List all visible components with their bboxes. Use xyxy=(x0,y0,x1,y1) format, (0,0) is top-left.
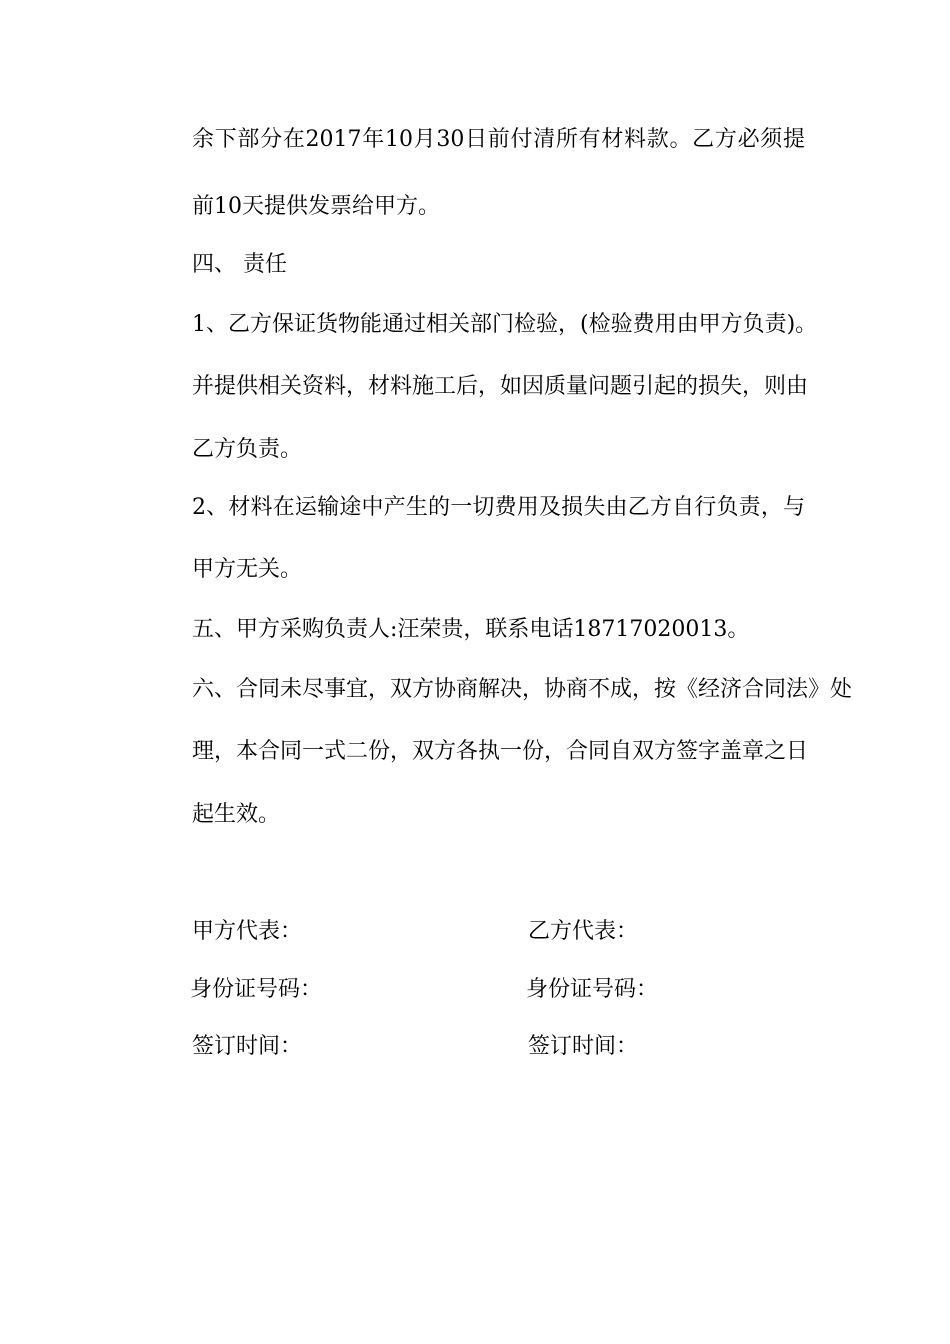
body-line: 起生效。 xyxy=(192,802,281,827)
party-b-sign-date: 签订时间： xyxy=(528,1034,639,1059)
body-line: 五、甲方采购负责人:汪荣贵，联系电话18717020013。 xyxy=(192,617,750,642)
body-line: 理，本合同一式二份，双方各执一份，合同自双方签字盖章之日 xyxy=(192,739,809,764)
body-line: 甲方无关。 xyxy=(192,557,303,582)
party-a-sign-date: 签订时间： xyxy=(192,1034,303,1059)
body-line: 乙方负责。 xyxy=(192,437,303,462)
party-b-representative: 乙方代表： xyxy=(528,919,639,944)
body-line: 前10天提供发票给甲方。 xyxy=(192,194,440,219)
party-b-id-number: 身份证号码： xyxy=(526,977,659,1002)
party-a-id-number: 身份证号码： xyxy=(190,977,323,1002)
party-a-representative: 甲方代表： xyxy=(192,919,303,944)
section-heading: 四、 责任 xyxy=(192,252,287,277)
body-line: 2、材料在运输途中产生的一切费用及损失由乙方自行负责，与 xyxy=(192,495,805,520)
body-line: 余下部分在2017年10月30日前付清所有材料款。乙方必须提 xyxy=(192,127,805,152)
body-line: 并提供相关资料，材料施工后，如因质量问题引起的损失，则由 xyxy=(192,374,809,399)
body-line: 六、合同未尽事宜，双方协商解决，协商不成，按《经济合同法》处 xyxy=(192,677,853,702)
body-line: 1、乙方保证货物能通过相关部门检验，(检验费用由甲方负责)。 xyxy=(192,312,818,337)
